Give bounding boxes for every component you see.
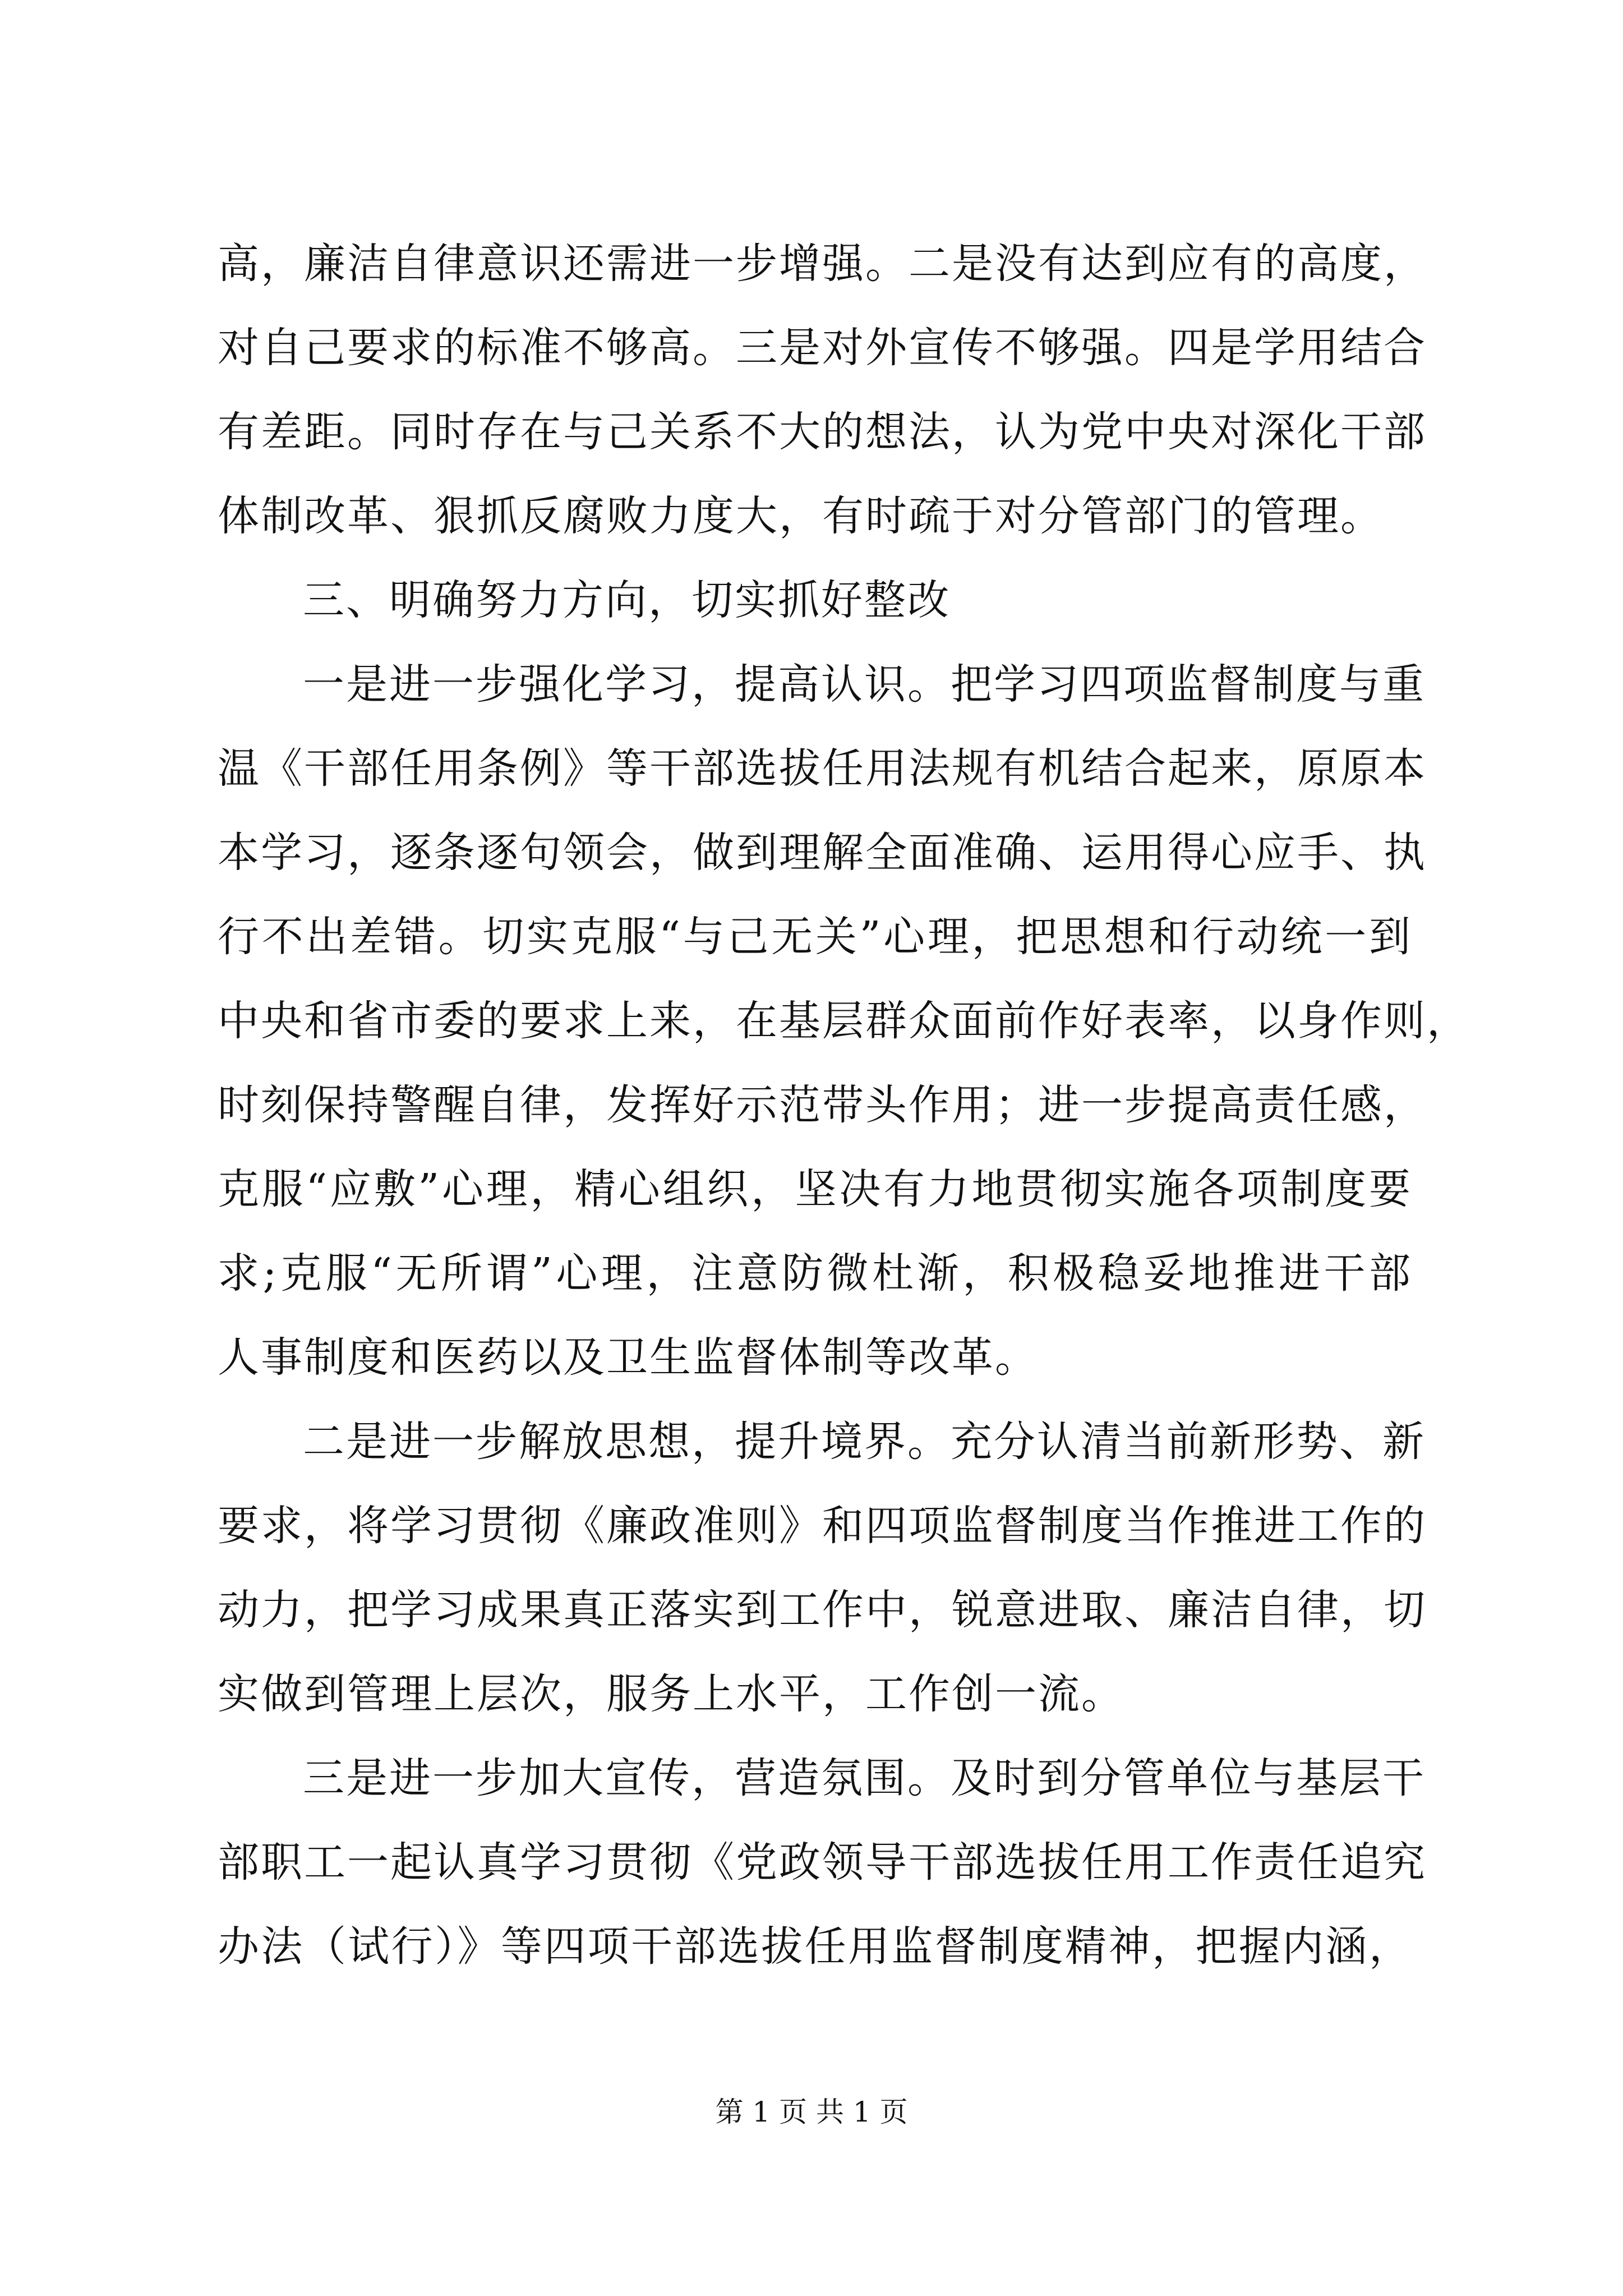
- text-line: 温《干部任用条例》等干部选拔任用法规有机结合起来，原原本: [218, 744, 1427, 793]
- text-line: 本学习，逐条逐句领会，做到理解全面准确、运用得心应手、执: [218, 829, 1427, 877]
- text-line: 有差距。同时存在与己关系不大的想法，认为党中央对深化干部: [218, 408, 1427, 456]
- page-footer: [0, 2092, 1623, 2132]
- text-line: 要求，将学习贯彻《廉政准则》和四项监督制度当作推进工作的: [218, 1502, 1427, 1550]
- text-line: 动力，把学习成果真正落实到工作中，锐意进取、廉洁自律，切: [218, 1586, 1427, 1634]
- text-line: 办法（试行）》等四项干部选拔任用监督制度精神，把握内涵，: [218, 1922, 1412, 1971]
- text-line: 一是进一步强化学习，提高认识。把学习四项监督制度与重: [303, 660, 1426, 708]
- text-line: 三是进一步加大宣传，营造氛围。及时到分管单位与基层干: [303, 1754, 1426, 1802]
- text-line: 人事制度和医药以及卫生监督体制等改革。: [218, 1333, 1038, 1382]
- text-line: 时刻保持警醒自律，发挥好示范带头作用；进一步提高责任感，: [218, 1081, 1427, 1129]
- text-line: 二是进一步解放思想，提升境界。充分认清当前新形势、新: [303, 1418, 1426, 1466]
- text-line: 求;克服“无所谓”心理，注意防微杜渐，积极稳妥地推进干部: [218, 1249, 1412, 1297]
- text-line: 实做到管理上层次，服务上水平，工作创一流。: [218, 1670, 1124, 1718]
- text-line: 行不出差错。切实克服“与己无关”心理，把思想和行动统一到: [218, 913, 1412, 961]
- text-line: 中央和省市委的要求上来，在基层群众面前作好表率，以身作则，: [218, 997, 1470, 1045]
- text-line: 对自己要求的标准不够高。三是对外宣传不够强。四是学用结合: [218, 324, 1427, 372]
- body-text: [218, 222, 1470, 1989]
- text-line: 部职工一起认真学习贯彻《党政领导干部选拔任用工作责任追究: [218, 1838, 1427, 1887]
- text-line: 体制改革、狠抓反腐败力度大，有时疏于对分管部门的管理。: [218, 492, 1384, 540]
- page-number: 第 1 页 共 1 页: [715, 2096, 908, 2128]
- text-line: 高，廉洁自律意识还需进一步增强。二是没有达到应有的高度，: [218, 240, 1427, 288]
- text-line: 克服“应敷”心理，精心组织，坚决有力地贯彻实施各项制度要: [218, 1165, 1412, 1213]
- section-heading: 三、明确努力方向，切实抓好整改: [303, 576, 951, 624]
